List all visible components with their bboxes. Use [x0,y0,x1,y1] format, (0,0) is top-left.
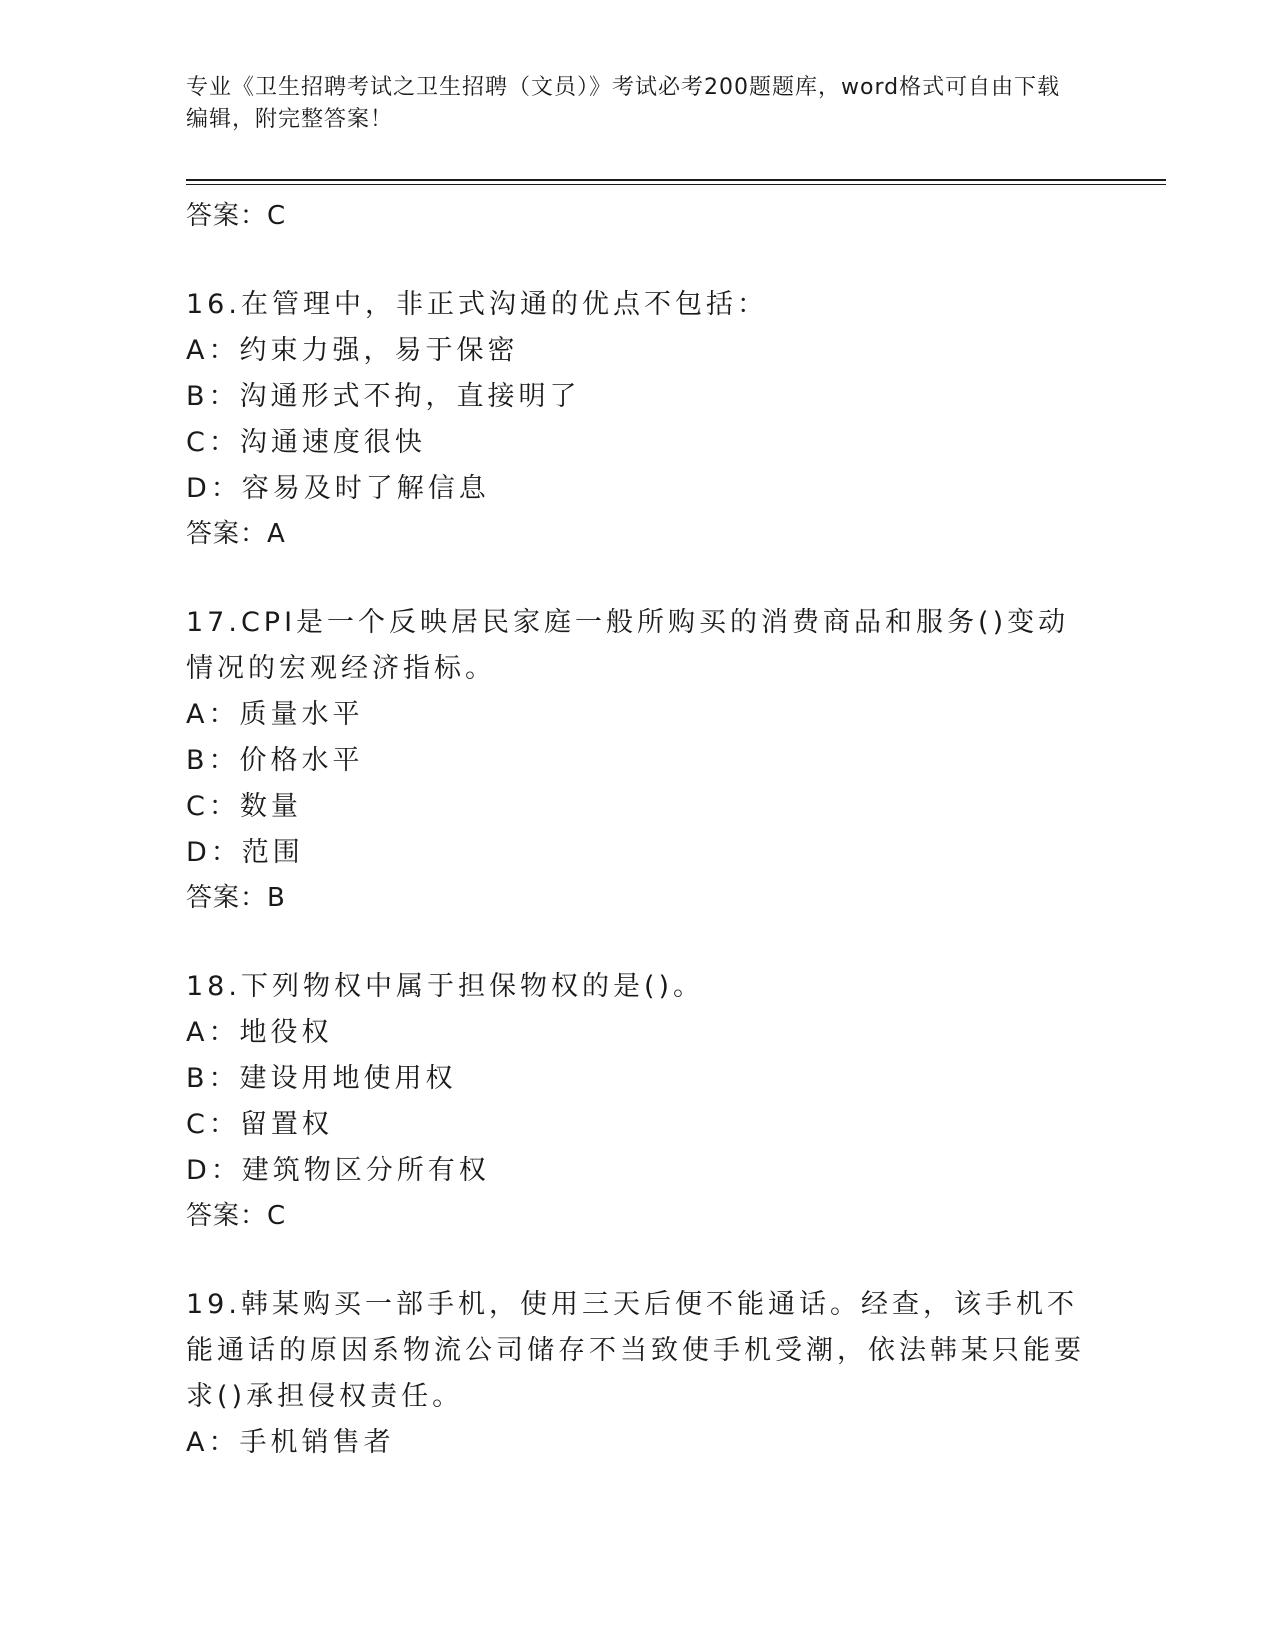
question-stem: 19.韩某购买一部手机，使用三天后便不能通话。经查，该手机不能通话的原因系物流公司储存不当致使手机受潮，依法韩某只能要求()承担侵权责任。 [186,1289,1085,1412]
option-b: B：沟通形式不拘，直接明了 [186,381,581,412]
option-d: D：容易及时了解信息 [186,473,490,504]
question-18 [186,964,1086,1238]
option-c: C：数量 [186,791,302,822]
header-divider-thin [186,184,1166,185]
question-stem: 18.下列物权中属于担保物权的是()。 [186,971,705,1002]
option-a: A：地役权 [186,1017,333,1048]
option-b: B：价格水平 [186,745,364,776]
option-c: C：沟通速度很快 [186,427,426,458]
question-stem: 16.在管理中，非正式沟通的优点不包括： [186,289,768,320]
answer: 答案：C [186,1201,287,1231]
question-stem: 17.CPI是一个反映居民家庭一般所购买的消费商品和服务()变动情况的宏观经济指标。 [186,607,1070,684]
question-list [186,190,1086,1466]
question-19 [186,1282,1086,1466]
option-c: C：留置权 [186,1109,333,1140]
option-a: A：手机销售者 [186,1427,395,1458]
option-a: A：约束力强，易于保密 [186,335,519,366]
document-header: 专业《卫生招聘考试之卫生招聘（文员）》考试必考200题题库，word格式可自由下载编辑，附完整答案！ [186,75,1061,132]
header-divider-thick [186,179,1166,181]
question-16 [186,282,1086,556]
option-b: B：建设用地使用权 [186,1063,457,1094]
option-d: D：范围 [186,837,304,868]
previous-answer: 答案：C [186,201,287,231]
option-d: D：建筑物区分所有权 [186,1155,490,1186]
option-a: A：质量水平 [186,699,364,730]
question-17 [186,600,1086,920]
answer: 答案：B [186,883,286,913]
answer: 答案：A [186,519,286,549]
